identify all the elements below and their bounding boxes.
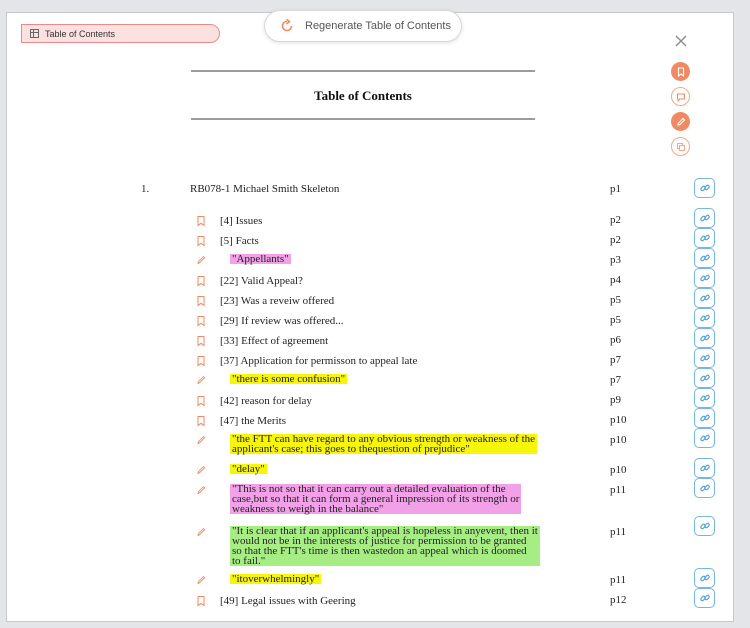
chapter-number: 1. [141,183,150,195]
toc-entry-page: p10 [610,414,627,426]
tab-label: Table of Contents [45,28,116,39]
link-icon [699,332,711,344]
highlight-text [230,526,540,566]
pencil-icon [195,526,207,538]
close-icon[interactable] [673,33,689,49]
copy-tool-button[interactable] [671,137,690,156]
entry-link-button[interactable] [694,368,715,388]
title-rule-top [191,70,535,72]
toc-entry-page: p10 [610,434,627,446]
link-icon [699,412,711,424]
entry-link-button[interactable] [694,308,715,328]
bookmark-icon [195,335,207,347]
entry-link-button[interactable] [694,248,715,268]
link-icon [699,292,711,304]
entry-link-button[interactable] [694,568,715,588]
entry-link-button[interactable] [694,348,715,368]
pencil-icon [195,574,207,586]
toc-entry-label: [33] Effect of agreement [220,335,329,347]
bookmark-icon [195,355,207,367]
bookmark-icon [195,295,207,307]
link-icon [699,372,711,384]
bookmark-icon [195,275,207,287]
entry-link-button[interactable] [694,228,715,248]
pencil-icon [195,484,207,496]
link-icon [699,232,711,244]
link-icon [699,432,711,444]
highlight-text [230,574,321,584]
link-icon [699,182,711,194]
entry-link-button[interactable] [694,478,715,498]
highlight-text [230,464,267,474]
toc-entry-label: [37] Application for permisson to appeal late [220,355,418,367]
table-icon [30,29,39,38]
link-icon [699,212,711,224]
bookmark-icon [195,215,207,227]
toc-entry-label: [23] Was a reveiw offered [220,295,335,307]
highlight-line: "This is not so that it can carry out a detailed evaluation of the [232,483,506,495]
link-icon [699,462,711,474]
entry-link-button[interactable] [694,328,715,348]
toc-entry-label: [4] Issues [220,215,263,227]
bookmark-tool-button[interactable] [671,62,690,81]
highlight-text [230,434,537,454]
toc-entry-page: p2 [610,234,621,246]
highlight-text [230,374,347,384]
highlight-line: "there is some confusion" [232,373,346,385]
highlight-tool-button[interactable] [671,112,690,131]
page-title: Table of Contents [314,88,412,103]
toc-entry-page: p7 [610,374,621,386]
refresh-icon [279,18,295,34]
bookmark-icon [195,235,207,247]
toc-entry-page: p4 [610,274,621,286]
toc-entry-page: p2 [610,214,621,226]
tab-table-of-contents[interactable] [21,24,220,43]
link-icon [699,482,711,494]
pencil-icon [195,434,207,446]
bookmark-icon [195,595,207,607]
toc-entry-page: p5 [610,314,621,326]
entry-link-button[interactable] [694,428,715,448]
pencil-icon [195,254,207,266]
toc-entry-page: p5 [610,294,621,306]
entry-link-button[interactable] [694,268,715,288]
link-icon [699,272,711,284]
comment-icon [676,92,686,102]
highlight-line: applicant's case; this goes to thequestion of prejudice" [232,443,470,455]
highlight-line: would not be in the interests of justice for permission to be granted [232,535,527,547]
chapter-label: RB078-1 Michael Smith Skeleton [190,183,340,195]
entry-link-button[interactable] [694,408,715,428]
entry-link-button[interactable] [694,388,715,408]
toc-entry-page: p7 [610,354,621,366]
toc-entry-page: p11 [610,484,627,496]
bookmark-icon [195,395,207,407]
highlight-line: "It is clear that if an applicant's appeal is hopeless in anyevent, then it [232,525,538,537]
highlight-line: "the FTT can have regard to any obvious strength or weakness of the [232,433,536,445]
pencil-icon [676,117,686,127]
chapter-link-button[interactable] [694,178,715,198]
entry-link-button[interactable] [694,288,715,308]
regenerate-toc-label: Regenerate Table of Contents [305,20,451,32]
entry-link-button[interactable] [694,588,715,608]
entry-link-button[interactable] [694,458,715,478]
link-icon [699,572,711,584]
toc-entry-page: p9 [610,394,621,406]
toc-entry-page: p11 [610,574,627,586]
link-icon [699,520,711,532]
regenerate-toc-button[interactable] [264,10,462,42]
link-icon [699,392,711,404]
link-icon [699,352,711,364]
bookmark-icon [676,67,686,77]
toc-entry-page: p12 [610,594,627,606]
link-icon [699,312,711,324]
toc-entry-page: p3 [610,254,621,266]
highlight-text [230,254,291,264]
toc-entry-page: p6 [610,334,621,346]
entry-link-button[interactable] [694,208,715,228]
title-rule-bottom [191,118,535,120]
chapter-page: p1 [610,183,621,195]
toc-entry-label: [47] the Merits [220,415,286,427]
toc-entry-label: [22] Valid Appeal? [220,275,303,287]
toc-entry-page: p10 [610,464,627,476]
copy-icon [676,142,686,152]
comment-tool-button[interactable] [671,87,690,106]
toc-entry-label: [29] If review was offered... [220,315,344,327]
link-icon [699,592,711,604]
toc-entry-page: p11 [610,526,627,538]
highlight-line: so that the FTT's time is then wastedon an appeal which is doomed [232,545,527,557]
entry-link-button[interactable] [694,516,715,536]
highlight-text [230,484,521,514]
bookmark-icon [195,315,207,327]
highlight-line: to fail." [232,555,266,567]
toc-entry-label: [42] reason for delay [220,395,312,407]
highlight-line: "Appellants" [232,253,289,265]
toc-entry-label: [49] Legal issues with Geering [220,595,356,607]
highlight-line: "delay" [232,463,265,475]
toc-entry-label: [5] Facts [220,235,259,247]
highlight-line: weakness to weigh in the balance" [232,503,384,515]
highlight-line: case,but so that it can form a general impression of its strength or [232,493,520,505]
bookmark-icon [195,415,207,427]
highlight-line: "itoverwhelmingly" [232,573,320,585]
pencil-icon [195,464,207,476]
pencil-icon [195,374,207,386]
link-icon [699,252,711,264]
